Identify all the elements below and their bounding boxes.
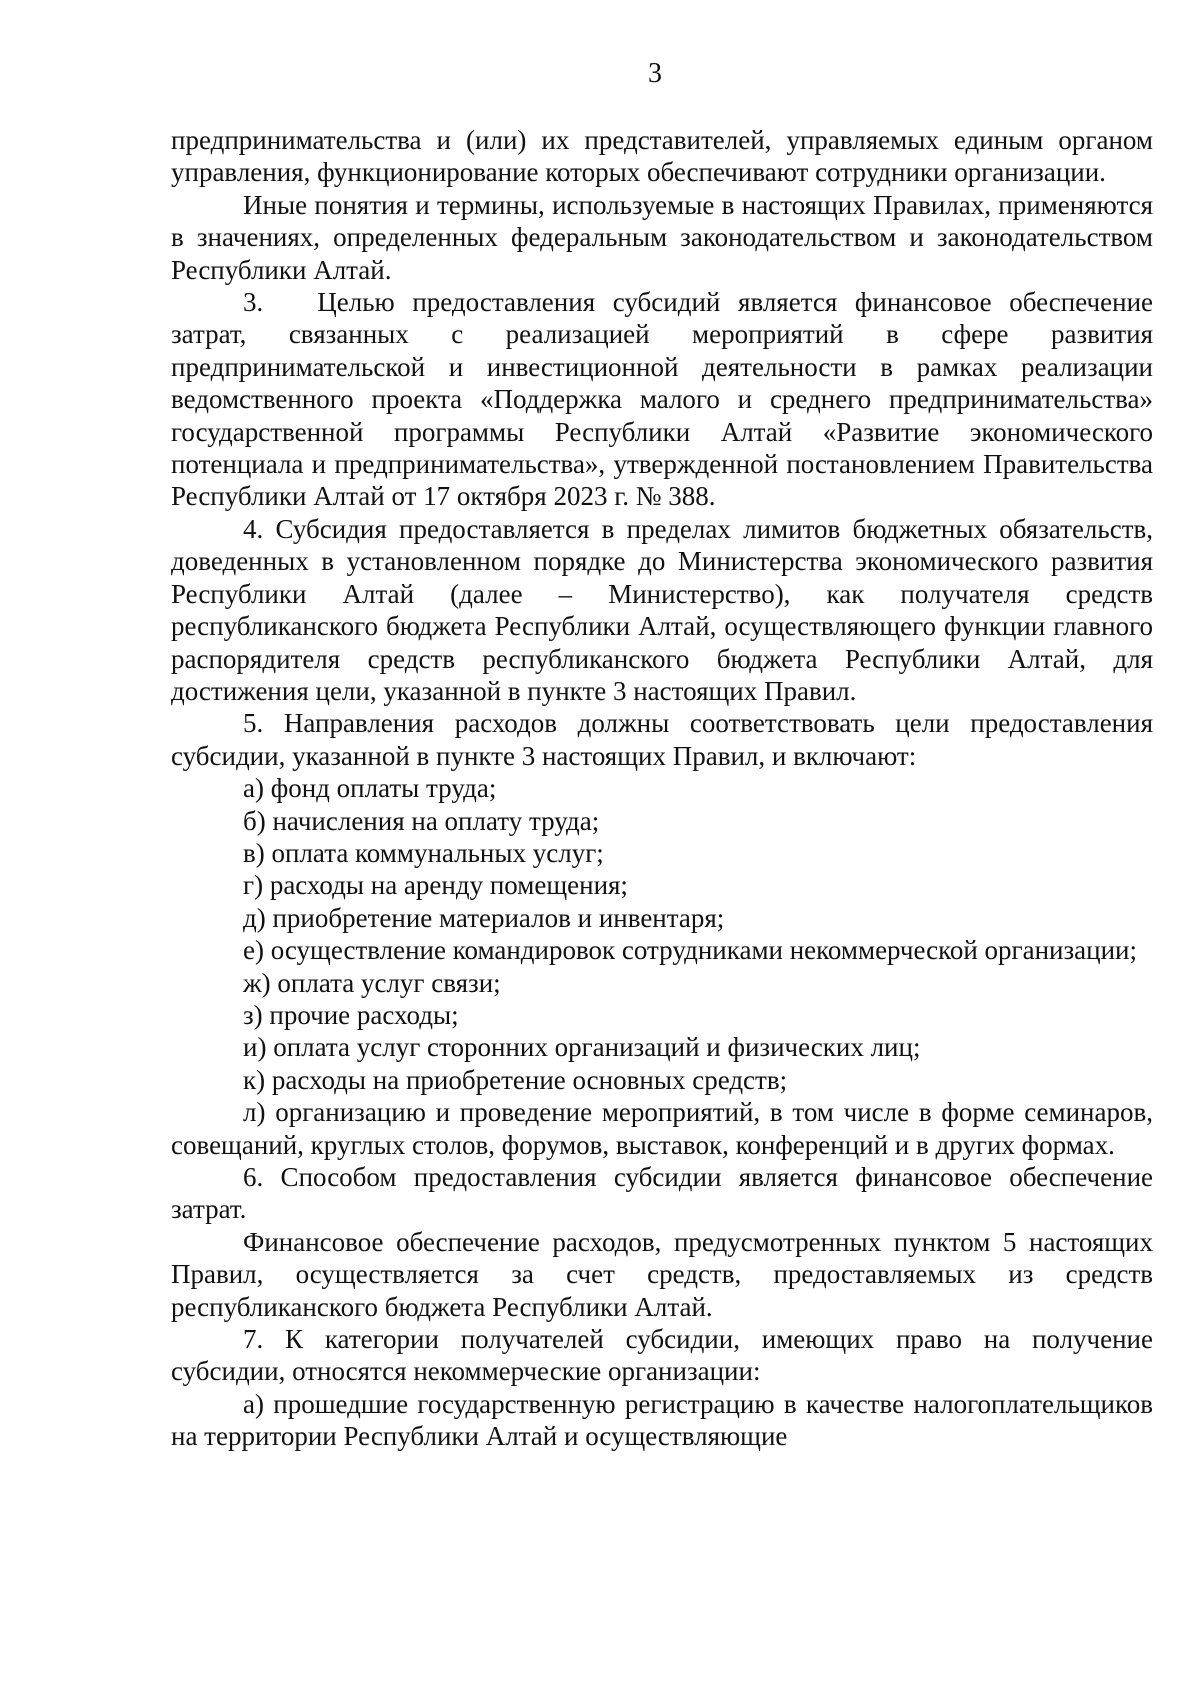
paragraph: 5. Направления расходов должны соответствовать цели предоставления субсидии, указанной в пункте 3 настоящих Правил, и включают: — [171, 708, 1153, 771]
list-item: б) начисления на оплату труда; — [243, 805, 600, 836]
list-item: в) оплата коммунальных услуг; — [243, 837, 604, 868]
paragraph: предпринимательства и (или) их представителей, управляемых единым органом управления, функционирование которых обеспечивают сотрудники организации. — [171, 125, 1153, 188]
list-item: л) организацию и проведение мероприятий, в том числе в форме семинаров, совещаний, круглых столов, форумов, выставок, конференций и в других формах. — [171, 1097, 1153, 1160]
paragraph: Финансовое обеспечение расходов, предусмотренных пунктом 5 настоящих Правил, осуществляется за счет средств, предоставляемых из средств республиканского бюджета Республики Алтай. — [171, 1226, 1153, 1322]
list-item: ж) оплата услуг связи; — [243, 967, 501, 998]
paragraph: 7. К категории получателей субсидии, имеющих право на получение субсидии, относятся некоммерческие организации: — [171, 1324, 1153, 1387]
paragraph: 3. Целью предоставления субсидий является финансовое обеспечение затрат, связанных с реализацией мероприятий в сфере развития предпринимательской и инвестиционной деятельности в рамках реализации ведомственного проекта «Поддержка малого и среднего предпринимательства» государственной программы Республики Алтай «Развитие экономического потенциала и предпринимательства», утвержденной постановлением Правительства Республики Алтай от 17 октября 2023 г. № 388. — [171, 287, 1153, 512]
list-item: а) фонд оплаты труда; — [243, 773, 497, 804]
paragraph: 4. Субсидия предоставляется в пределах лимитов бюджетных обязательств, доведенных в установленном порядке до Министерства экономического развития Республики Алтай (далее – Министерство), как получателя средств республиканского бюджета Республики Алтай, осуществляющего функции главного распорядителя средств республиканского бюджета Республики Алтай, для достижения цели, указанной в пункте 3 настоящих Правил. — [171, 513, 1153, 706]
list-item: г) расходы на аренду помещения; — [243, 870, 628, 901]
list-item: д) приобретение материалов и инвентаря; — [243, 902, 725, 933]
paragraph: Иные понятия и термины, используемые в настоящих Правилах, применяются в значениях, определенных федеральным законодательством и законодательством Республики Алтай. — [171, 189, 1153, 285]
paragraph: 6. Способом предоставления субсидии является финансовое обеспечение затрат. — [171, 1162, 1153, 1225]
page-number: 3 — [648, 58, 662, 89]
document-body — [171, 124, 1153, 1453]
list-item: к) расходы на приобретение основных средств; — [243, 1064, 788, 1095]
list-item: е) осуществление командировок сотрудниками некоммерческой организации; — [243, 935, 1138, 966]
list-item: а) прошедшие государственную регистрацию в качестве налогоплательщиков на территории Республики Алтай и осуществляющие — [171, 1388, 1153, 1452]
list-item: з) прочие расходы; — [243, 999, 459, 1030]
list-item: и) оплата услуг сторонних организаций и физических лиц; — [243, 1032, 921, 1063]
